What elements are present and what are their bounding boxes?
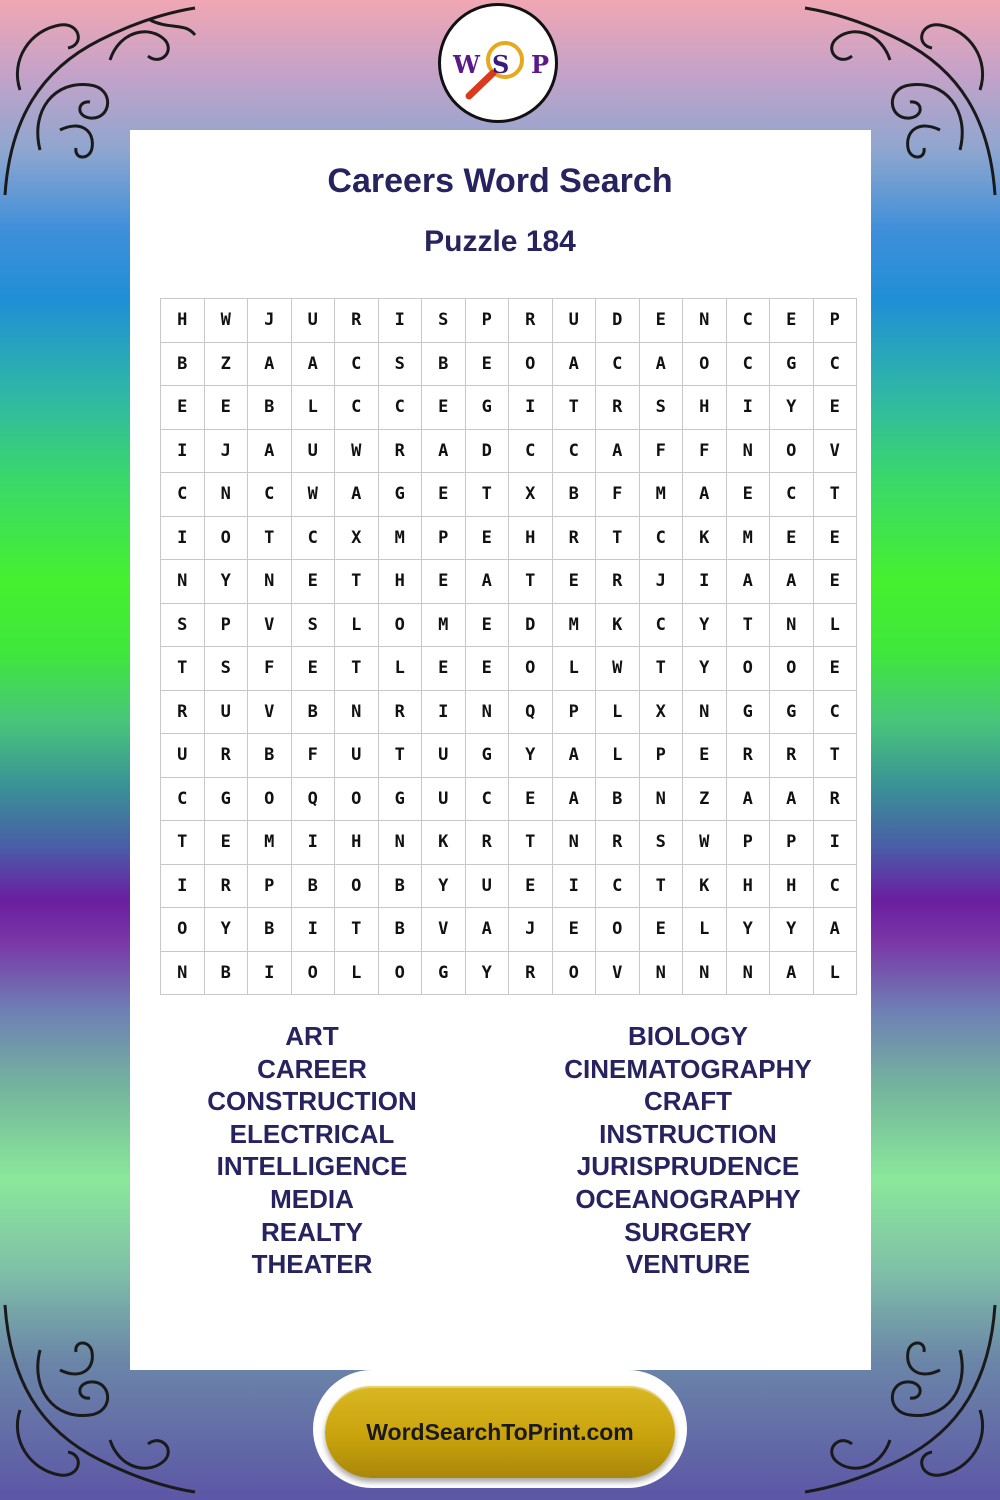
grid-cell[interactable]: A <box>248 342 292 386</box>
grid-cell[interactable]: Y <box>683 603 727 647</box>
grid-cell[interactable]: U <box>422 734 466 778</box>
grid-cell[interactable]: H <box>770 864 814 908</box>
word-list-item: INSTRUCTION <box>599 1118 777 1149</box>
grid-cell[interactable]: R <box>509 951 553 995</box>
puzzle-number: Puzzle 184 <box>424 225 576 258</box>
grid-cell[interactable]: I <box>248 951 292 995</box>
grid-cell[interactable]: U <box>291 299 335 343</box>
grid-cell[interactable]: B <box>378 864 422 908</box>
grid-cell[interactable]: Y <box>509 734 553 778</box>
grid-cell[interactable]: R <box>335 299 379 343</box>
grid-cell[interactable]: G <box>378 473 422 517</box>
grid-cell[interactable]: A <box>248 429 292 473</box>
grid-cell[interactable]: G <box>770 690 814 734</box>
grid-cell[interactable]: T <box>161 821 205 865</box>
grid-cell[interactable]: O <box>770 647 814 691</box>
grid-cell[interactable]: F <box>248 647 292 691</box>
grid-cell[interactable]: A <box>335 473 379 517</box>
grid-cell[interactable]: T <box>813 473 857 517</box>
grid-row <box>161 299 857 343</box>
grid-cell[interactable]: E <box>204 821 248 865</box>
grid-cell[interactable]: H <box>378 560 422 604</box>
grid-cell[interactable]: O <box>596 908 640 952</box>
word-list-item: VENTURE <box>625 1249 751 1280</box>
grid-cell[interactable]: C <box>596 342 640 386</box>
grid-cell[interactable]: A <box>770 560 814 604</box>
grid-cell[interactable]: E <box>813 647 857 691</box>
grid-cell[interactable]: I <box>552 864 596 908</box>
grid-cell[interactable]: T <box>639 647 683 691</box>
grid-cell[interactable]: N <box>161 560 205 604</box>
word-list-item: SURGERY <box>624 1216 752 1247</box>
grid-cell[interactable]: V <box>248 603 292 647</box>
word-list-item: THEATER <box>251 1249 373 1280</box>
grid-cell[interactable]: T <box>465 473 509 517</box>
grid-cell[interactable]: C <box>378 386 422 430</box>
grid-cell[interactable]: N <box>639 951 683 995</box>
grid-cell[interactable]: C <box>161 777 205 821</box>
grid-cell[interactable]: A <box>596 429 640 473</box>
grid-cell[interactable]: E <box>813 516 857 560</box>
grid-cell[interactable]: E <box>422 386 466 430</box>
grid-cell[interactable]: V <box>422 908 466 952</box>
grid-cell[interactable]: I <box>161 516 205 560</box>
grid-cell[interactable]: R <box>552 516 596 560</box>
grid-cell[interactable]: B <box>204 951 248 995</box>
grid-cell[interactable]: R <box>596 560 640 604</box>
grid-cell[interactable]: P <box>726 821 770 865</box>
grid-cell[interactable]: I <box>422 690 466 734</box>
grid-cell[interactable]: Z <box>204 342 248 386</box>
grid-cell[interactable]: T <box>552 386 596 430</box>
grid-cell[interactable]: N <box>248 560 292 604</box>
grid-cell[interactable]: A <box>552 342 596 386</box>
grid-cell[interactable]: E <box>422 647 466 691</box>
grid-cell[interactable]: Y <box>770 908 814 952</box>
grid-cell[interactable]: X <box>335 516 379 560</box>
grid-cell[interactable]: E <box>422 473 466 517</box>
grid-row <box>161 603 857 647</box>
grid-cell[interactable]: G <box>770 342 814 386</box>
grid-cell[interactable]: N <box>378 821 422 865</box>
grid-cell[interactable]: M <box>422 603 466 647</box>
grid-cell[interactable]: S <box>378 342 422 386</box>
grid-cell[interactable]: A <box>465 908 509 952</box>
grid-cell[interactable]: B <box>378 908 422 952</box>
grid-cell[interactable]: L <box>291 386 335 430</box>
grid-cell[interactable]: E <box>813 386 857 430</box>
logo-letter-s: S <box>492 50 510 79</box>
grid-cell[interactable]: E <box>639 908 683 952</box>
grid-cell[interactable]: W <box>335 429 379 473</box>
grid-cell[interactable]: O <box>378 603 422 647</box>
word-list-item: ELECTRICAL <box>229 1118 395 1149</box>
word-list-item: OCEANOGRAPHY <box>575 1183 801 1214</box>
grid-cell[interactable]: F <box>639 429 683 473</box>
grid-cell[interactable]: A <box>552 734 596 778</box>
word-list-item: ART <box>285 1021 339 1051</box>
grid-cell[interactable]: G <box>378 777 422 821</box>
grid-cell[interactable]: A <box>552 777 596 821</box>
grid-row <box>161 473 857 517</box>
grid-cell[interactable]: B <box>248 908 292 952</box>
grid-cell[interactable]: E <box>465 603 509 647</box>
grid-cell[interactable]: S <box>204 647 248 691</box>
grid-cell[interactable]: N <box>726 951 770 995</box>
grid-cell[interactable]: N <box>552 821 596 865</box>
grid-cell[interactable]: C <box>596 864 640 908</box>
grid-cell[interactable]: T <box>726 603 770 647</box>
grid-row <box>161 516 857 560</box>
grid-cell[interactable]: W <box>204 299 248 343</box>
grid-cell[interactable]: R <box>465 821 509 865</box>
grid-cell[interactable]: I <box>509 386 553 430</box>
grid-cell[interactable]: L <box>683 908 727 952</box>
grid-cell[interactable]: P <box>465 299 509 343</box>
grid-cell[interactable]: W <box>291 473 335 517</box>
grid-cell[interactable]: C <box>465 777 509 821</box>
grid-row <box>161 429 857 473</box>
grid-cell[interactable]: O <box>335 777 379 821</box>
grid-cell[interactable]: B <box>291 864 335 908</box>
grid-cell[interactable]: N <box>683 690 727 734</box>
grid-cell[interactable]: A <box>465 560 509 604</box>
grid-cell[interactable]: T <box>378 734 422 778</box>
grid-cell[interactable]: L <box>596 734 640 778</box>
grid-cell[interactable]: R <box>378 690 422 734</box>
grid-cell[interactable]: A <box>726 777 770 821</box>
word-list-item: CRAFT <box>643 1086 733 1117</box>
logo-letter-w: W <box>453 50 480 79</box>
grid-cell[interactable]: I <box>161 429 205 473</box>
grid-cell[interactable]: K <box>683 516 727 560</box>
grid-cell[interactable]: T <box>509 560 553 604</box>
grid-cell[interactable]: A <box>291 342 335 386</box>
grid-cell[interactable]: C <box>509 429 553 473</box>
grid-cell[interactable]: T <box>596 516 640 560</box>
grid-cell[interactable]: O <box>683 342 727 386</box>
grid-cell[interactable]: R <box>204 864 248 908</box>
grid-cell[interactable]: I <box>813 821 857 865</box>
grid-cell[interactable]: Y <box>204 560 248 604</box>
grid-cell[interactable]: W <box>596 647 640 691</box>
grid-cell[interactable]: H <box>161 299 205 343</box>
grid-cell[interactable]: N <box>465 690 509 734</box>
grid-cell[interactable]: O <box>509 647 553 691</box>
grid-cell[interactable]: B <box>161 342 205 386</box>
grid-cell[interactable]: L <box>335 951 379 995</box>
grid-row <box>161 690 857 734</box>
grid-cell[interactable]: U <box>335 734 379 778</box>
word-list-item: CONSTRUCTION <box>207 1086 417 1117</box>
grid-cell[interactable]: S <box>639 821 683 865</box>
grid-cell[interactable]: K <box>596 603 640 647</box>
grid-cell[interactable]: C <box>552 429 596 473</box>
grid-cell[interactable]: U <box>204 690 248 734</box>
grid-cell[interactable]: R <box>509 299 553 343</box>
grid-cell[interactable]: V <box>813 429 857 473</box>
grid-cell[interactable]: S <box>422 299 466 343</box>
grid-cell[interactable]: Q <box>509 690 553 734</box>
word-list-right <box>498 1020 878 1281</box>
grid-cell[interactable]: E <box>422 560 466 604</box>
page-title: Careers Word Search <box>327 162 673 200</box>
grid-cell[interactable]: L <box>378 647 422 691</box>
grid-cell[interactable]: E <box>813 560 857 604</box>
grid-cell[interactable]: E <box>291 647 335 691</box>
grid-cell[interactable]: T <box>509 821 553 865</box>
grid-row <box>161 777 857 821</box>
letter-grid <box>160 298 857 995</box>
word-list-item: REALTY <box>260 1216 364 1247</box>
grid-cell[interactable]: S <box>639 386 683 430</box>
grid-cell[interactable]: H <box>726 864 770 908</box>
grid-cell[interactable]: S <box>291 603 335 647</box>
grid-cell[interactable]: D <box>596 299 640 343</box>
grid-cell[interactable]: N <box>204 473 248 517</box>
grid-row <box>161 821 857 865</box>
grid-cell[interactable]: I <box>378 299 422 343</box>
grid-cell[interactable]: O <box>291 951 335 995</box>
grid-cell[interactable]: E <box>770 516 814 560</box>
grid-cell[interactable]: E <box>291 560 335 604</box>
grid-cell[interactable]: Y <box>683 647 727 691</box>
grid-cell[interactable]: U <box>552 299 596 343</box>
grid-cell[interactable]: K <box>683 864 727 908</box>
grid-cell[interactable]: Y <box>726 908 770 952</box>
grid-cell[interactable]: A <box>726 560 770 604</box>
grid-cell[interactable]: T <box>813 734 857 778</box>
grid-cell[interactable]: N <box>683 299 727 343</box>
grid-cell[interactable]: O <box>509 342 553 386</box>
grid-cell[interactable]: R <box>726 734 770 778</box>
grid-cell[interactable]: F <box>291 734 335 778</box>
grid-cell[interactable]: X <box>509 473 553 517</box>
grid-cell[interactable]: G <box>465 386 509 430</box>
grid-cell[interactable]: Y <box>465 951 509 995</box>
grid-cell[interactable]: I <box>291 908 335 952</box>
grid-cell[interactable]: W <box>683 821 727 865</box>
grid-cell[interactable]: C <box>726 299 770 343</box>
grid-cell[interactable]: T <box>335 560 379 604</box>
grid-cell[interactable]: C <box>813 342 857 386</box>
grid-cell[interactable]: B <box>248 734 292 778</box>
grid-cell[interactable]: N <box>639 777 683 821</box>
grid-cell[interactable]: P <box>204 603 248 647</box>
word-list-item: INTELLIGENCE <box>216 1151 408 1182</box>
grid-cell[interactable]: D <box>465 429 509 473</box>
grid-cell[interactable]: L <box>813 951 857 995</box>
grid-cell[interactable]: J <box>639 560 683 604</box>
word-list-item: CAREER <box>257 1053 367 1084</box>
grid-cell[interactable]: G <box>204 777 248 821</box>
grid-cell[interactable]: O <box>248 777 292 821</box>
grid-cell[interactable]: A <box>639 342 683 386</box>
grid-cell[interactable]: O <box>204 516 248 560</box>
grid-cell[interactable]: X <box>639 690 683 734</box>
grid-cell[interactable]: Z <box>683 777 727 821</box>
grid-row <box>161 864 857 908</box>
grid-cell[interactable]: N <box>770 603 814 647</box>
grid-cell[interactable]: N <box>161 951 205 995</box>
grid-cell[interactable]: C <box>335 342 379 386</box>
grid-cell[interactable]: P <box>813 299 857 343</box>
grid-cell[interactable]: M <box>248 821 292 865</box>
grid-cell[interactable]: R <box>204 734 248 778</box>
grid-cell[interactable]: M <box>639 473 683 517</box>
grid-cell[interactable]: E <box>639 299 683 343</box>
grid-cell[interactable]: R <box>770 734 814 778</box>
grid-cell[interactable]: B <box>596 777 640 821</box>
grid-cell[interactable]: O <box>378 951 422 995</box>
grid-cell[interactable]: I <box>683 560 727 604</box>
grid-cell[interactable]: C <box>335 386 379 430</box>
grid-cell[interactable]: E <box>204 386 248 430</box>
grid-cell[interactable]: Y <box>422 864 466 908</box>
grid-cell[interactable]: E <box>726 473 770 517</box>
logo-letter-p: P <box>531 50 550 79</box>
word-list-item: CINEMATOGRAPHY <box>564 1053 812 1084</box>
grid-cell[interactable]: S <box>161 603 205 647</box>
grid-cell[interactable]: M <box>378 516 422 560</box>
grid-cell[interactable]: M <box>726 516 770 560</box>
grid-cell[interactable]: A <box>813 908 857 952</box>
grid-cell[interactable]: R <box>596 821 640 865</box>
grid-cell[interactable]: H <box>509 516 553 560</box>
grid-cell[interactable]: A <box>770 951 814 995</box>
grid-cell[interactable]: L <box>552 647 596 691</box>
grid-cell[interactable]: G <box>465 734 509 778</box>
grid-cell[interactable]: F <box>683 429 727 473</box>
grid-cell[interactable]: O <box>726 647 770 691</box>
grid-cell[interactable]: N <box>726 429 770 473</box>
grid-cell[interactable]: E <box>509 777 553 821</box>
grid-cell[interactable]: E <box>552 908 596 952</box>
grid-cell[interactable]: E <box>465 647 509 691</box>
word-list-item: JURISPRUDENCE <box>576 1151 800 1182</box>
grid-cell[interactable]: E <box>509 864 553 908</box>
grid-cell[interactable]: V <box>596 951 640 995</box>
grid-cell[interactable]: C <box>726 342 770 386</box>
grid-cell[interactable]: T <box>161 647 205 691</box>
grid-cell[interactable]: B <box>552 473 596 517</box>
grid-cell[interactable]: B <box>291 690 335 734</box>
grid-cell[interactable]: E <box>465 516 509 560</box>
grid-cell[interactable]: R <box>378 429 422 473</box>
grid-cell[interactable]: P <box>248 864 292 908</box>
grid-cell[interactable]: T <box>639 864 683 908</box>
website-link-button[interactable]: WordSearchToPrint.com <box>325 1386 675 1478</box>
grid-cell[interactable]: E <box>161 386 205 430</box>
grid-cell[interactable]: C <box>813 864 857 908</box>
grid-cell[interactable]: B <box>248 386 292 430</box>
grid-cell[interactable]: U <box>422 777 466 821</box>
grid-cell[interactable]: C <box>291 516 335 560</box>
grid-cell[interactable]: Y <box>770 386 814 430</box>
grid-row <box>161 342 857 386</box>
grid-cell[interactable]: R <box>161 690 205 734</box>
grid-row <box>161 734 857 778</box>
grid-cell[interactable]: I <box>161 864 205 908</box>
grid-cell[interactable]: H <box>683 386 727 430</box>
grid-cell[interactable]: O <box>161 908 205 952</box>
site-logo[interactable] <box>438 3 558 123</box>
grid-cell[interactable]: I <box>726 386 770 430</box>
grid-cell[interactable]: O <box>552 951 596 995</box>
grid-cell[interactable]: E <box>683 734 727 778</box>
word-list-left <box>122 1020 502 1281</box>
grid-cell[interactable]: E <box>770 299 814 343</box>
grid-cell[interactable]: J <box>248 299 292 343</box>
grid-cell[interactable]: P <box>422 516 466 560</box>
grid-cell[interactable]: C <box>639 603 683 647</box>
grid-row <box>161 647 857 691</box>
grid-cell[interactable]: M <box>552 603 596 647</box>
grid-cell[interactable]: C <box>161 473 205 517</box>
word-list-item: BIOLOGY <box>628 1021 748 1051</box>
grid-cell[interactable]: C <box>813 690 857 734</box>
grid-cell[interactable]: F <box>596 473 640 517</box>
grid-cell[interactable]: Q <box>291 777 335 821</box>
grid-cell[interactable]: L <box>813 603 857 647</box>
grid-cell[interactable]: R <box>813 777 857 821</box>
grid-cell[interactable]: L <box>335 603 379 647</box>
grid-cell[interactable]: U <box>161 734 205 778</box>
grid-cell[interactable]: U <box>291 429 335 473</box>
grid-cell[interactable]: P <box>770 821 814 865</box>
grid-cell[interactable]: E <box>465 342 509 386</box>
grid-cell[interactable]: N <box>683 951 727 995</box>
grid-row <box>161 386 857 430</box>
grid-cell[interactable]: O <box>770 429 814 473</box>
grid-cell[interactable]: H <box>335 821 379 865</box>
grid-row <box>161 908 857 952</box>
grid-cell[interactable]: A <box>683 473 727 517</box>
grid-cell[interactable]: C <box>248 473 292 517</box>
grid-cell[interactable]: I <box>291 821 335 865</box>
grid-cell[interactable]: T <box>248 516 292 560</box>
grid-cell[interactable]: A <box>770 777 814 821</box>
grid-cell[interactable]: G <box>726 690 770 734</box>
grid-cell[interactable]: D <box>509 603 553 647</box>
grid-cell[interactable]: L <box>596 690 640 734</box>
grid-cell[interactable]: N <box>335 690 379 734</box>
grid-cell[interactable]: Y <box>204 908 248 952</box>
grid-cell[interactable]: C <box>639 516 683 560</box>
grid-cell[interactable]: B <box>422 342 466 386</box>
grid-cell[interactable]: C <box>770 473 814 517</box>
grid-cell[interactable]: U <box>465 864 509 908</box>
word-list-item: MEDIA <box>270 1183 354 1214</box>
grid-cell[interactable]: A <box>422 429 466 473</box>
grid-cell[interactable]: R <box>596 386 640 430</box>
grid-cell[interactable]: O <box>335 864 379 908</box>
grid-cell[interactable]: P <box>639 734 683 778</box>
grid-cell[interactable]: T <box>335 647 379 691</box>
grid-cell[interactable]: E <box>552 560 596 604</box>
grid-cell[interactable]: V <box>248 690 292 734</box>
grid-cell[interactable]: J <box>204 429 248 473</box>
grid-row <box>161 951 857 995</box>
grid-cell[interactable]: T <box>335 908 379 952</box>
grid-cell[interactable]: G <box>422 951 466 995</box>
grid-cell[interactable]: K <box>422 821 466 865</box>
grid-cell[interactable]: J <box>509 908 553 952</box>
grid-row <box>161 560 857 604</box>
grid-cell[interactable]: P <box>552 690 596 734</box>
